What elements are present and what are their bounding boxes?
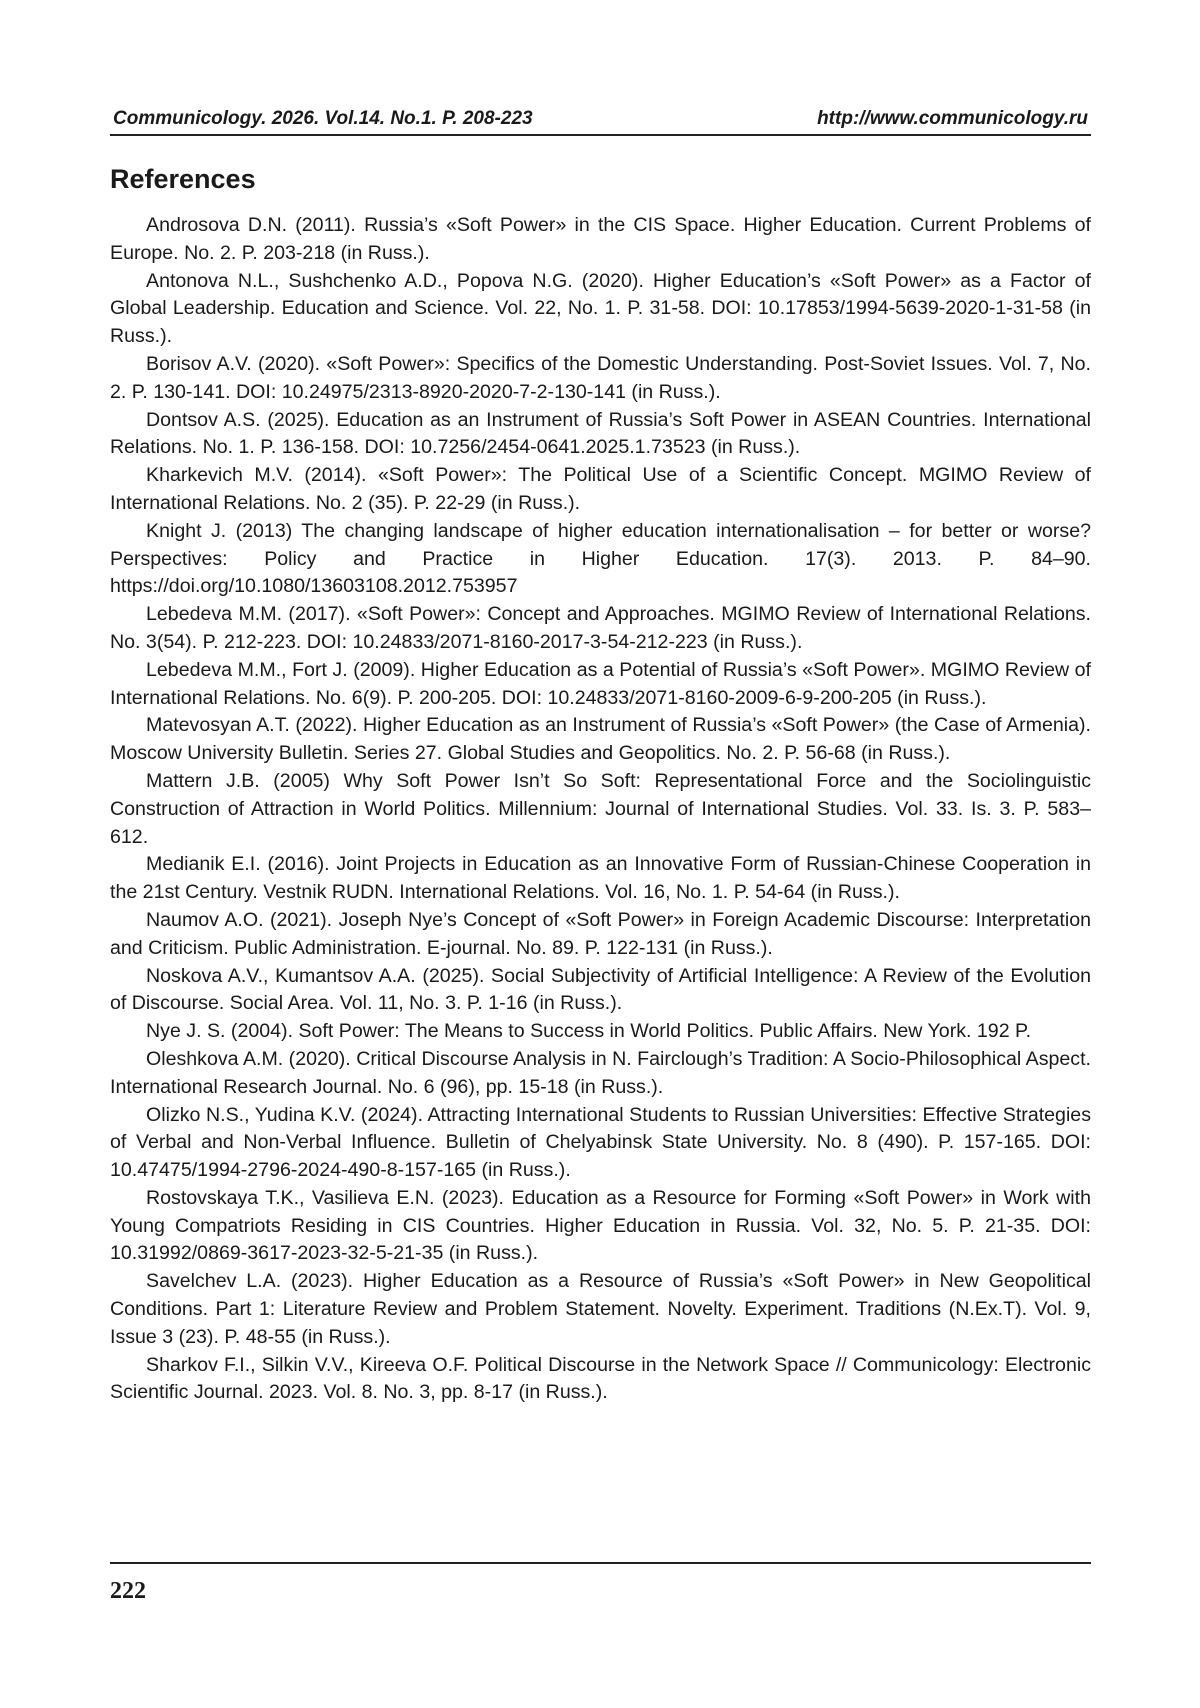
footer-divider [110, 1562, 1091, 1564]
reference-item: Savelchev L.A. (2023). Higher Education as a Resource of Russia’s «Soft Power» in New Geopolitical Conditions. Part 1: Literature Review and Problem Statement. Novelty. Experiment. Traditions (N.Ex.T). Vol. 9, Issue 3 (23). P. 48-55 (in Russ.). [110, 1270, 1091, 1348]
reference-item: Noskova A.V., Kumantsov A.A. (2025). Social Subjectivity of Artificial Intelligence: A Review of the Evolution of Discourse. Social Area. Vol. 11, No. 3. P. 1-16 (in Russ.). [110, 964, 1091, 1015]
reference-item: Dontsov A.S. (2025). Education as an Instrument of Russia’s Soft Power in ASEAN Countries. International Relations. No. 1. P. 136-158. DOI: 10.7256/2454-0641.2025.1.73523 (in Russ.). [110, 408, 1091, 459]
reference-item: Knight J. (2013) The changing landscape of higher education internationalisation – for better or worse? Perspectives: Policy and Practice in Higher Education. 17(3). 2013. P. 84–90. https://doi.org/10.1080/13603108.2012.753957 [110, 519, 1091, 598]
section-title: References [110, 164, 256, 194]
page-number: 222 [110, 1578, 146, 1604]
reference-item: Oleshkova A.M. (2020). Critical Discourse Analysis in N. Fairclough’s Tradition: A Socio-Philosophical Aspect. International Research Journal. No. 6 (96), pp. 15-18 (in Russ.). [110, 1047, 1091, 1098]
reference-item: Lebedeva M.M. (2017). «Soft Power»: Concept and Approaches. MGIMO Review of International Relations. No. 3(54). P. 212-223. DOI: 10.24833/2071-8160-2017-3-54-212-223 (in Russ.). [110, 603, 1091, 653]
reference-item: Naumov A.O. (2021). Joseph Nye’s Concept of «Soft Power» in Foreign Academic Discourse: Interpretation and Criticism. Public Administration. E-journal. No. 89. P. 122-131 (in Russ.). [110, 908, 1091, 959]
reference-item: Kharkevich M.V. (2014). «Soft Power»: The Political Use of a Scientific Concept. MGIMO Review of International Relations. No. 2 (35). P. 22-29 (in Russ.). [110, 464, 1091, 514]
journal-url[interactable]: http://www.communicology.ru [817, 108, 1088, 129]
reference-item: Androsova D.N. (2011). Russia’s «Soft Power» in the CIS Space. Higher Education. Current Problems of Europe. No. 2. P. 203-218 (in Russ.). [110, 214, 1091, 264]
reference-item: Lebedeva M.M., Fort J. (2009). Higher Education as a Potential of Russia’s «Soft Power». MGIMO Review of International Relations. No. 6(9). P. 200-205. DOI: 10.24833/2071-8160-2009-6-9-200-205 (in Russ.). [110, 658, 1091, 709]
journal-citation: Communicology. 2026. Vol.14. No.1. P. 208-223 [113, 108, 533, 129]
reference-item: Mattern J.B. (2005) Why Soft Power Isn’t So Soft: Representational Force and the Sociolinguistic Construction of Attraction in World Politics. Millennium: Journal of International Studies. Vol. 33. Is. 3. P. 583–612. [110, 769, 1091, 848]
reference-item: Matevosyan A.T. (2022). Higher Education as an Instrument of Russia’s «Soft Power» (the Case of Armenia). Moscow University Bulletin. Series 27. Global Studies and Geopolitics. No. 2. P. 56-68 (in Russ.). [110, 714, 1091, 765]
reference-item: Rostovskaya T.K., Vasilieva E.N. (2023). Education as a Resource for Forming «Soft Power» in Work with Young Compatriots Residing in CIS Countries. Higher Education in Russia. Vol. 32, No. 5. P. 21-35. DOI: 10.31992/0869-3617-2023-32-5-21-35 (in Russ.). [110, 1186, 1091, 1265]
reference-list [110, 212, 1091, 1407]
reference-item: Nye J. S. (2004). Soft Power: The Means to Success in World Politics. Public Affairs. New York. 192 P. [146, 1020, 1032, 1043]
reference-item: Antonova N.L., Sushchenko A.D., Popova N.G. (2020). Higher Education’s «Soft Power» as a Factor of Global Leadership. Education and Science. Vol. 22, No. 1. P. 31-58. DOI: 10.17853/1994-5639-2020-1-31-58 (in Russ.). [110, 269, 1091, 348]
running-header [110, 104, 1091, 136]
reference-item: Sharkov F.I., Silkin V.V., Kireeva O.F. Political Discourse in the Network Space // Communicology: Electronic Scientific Journal. 2023. Vol. 8. No. 3, pp. 8-17 (in Russ.). [110, 1353, 1091, 1404]
reference-item: Borisov A.V. (2020). «Soft Power»: Specifics of the Domestic Understanding. Post-Soviet Issues. Vol. 7, No. 2. P. 130-141. DOI: 10.24975/2313-8920-2020-7-2-130-141 (in Russ.). [110, 352, 1091, 403]
reference-item: Olizko N.S., Yudina K.V. (2024). Attracting International Students to Russian Universities: Effective Strategies of Verbal and Non-Verbal Influence. Bulletin of Chelyabinsk State University. No. 8 (490). P. 157-165. DOI: 10.47475/1994-2796-2024-490-8-157-165 (in Russ.). [110, 1103, 1091, 1182]
reference-item: Medianik E.I. (2016). Joint Projects in Education as an Innovative Form of Russian-Chinese Cooperation in the 21st Century. Vestnik RUDN. International Relations. Vol. 16, No. 1. P. 54-64 (in Russ.). [110, 853, 1091, 904]
